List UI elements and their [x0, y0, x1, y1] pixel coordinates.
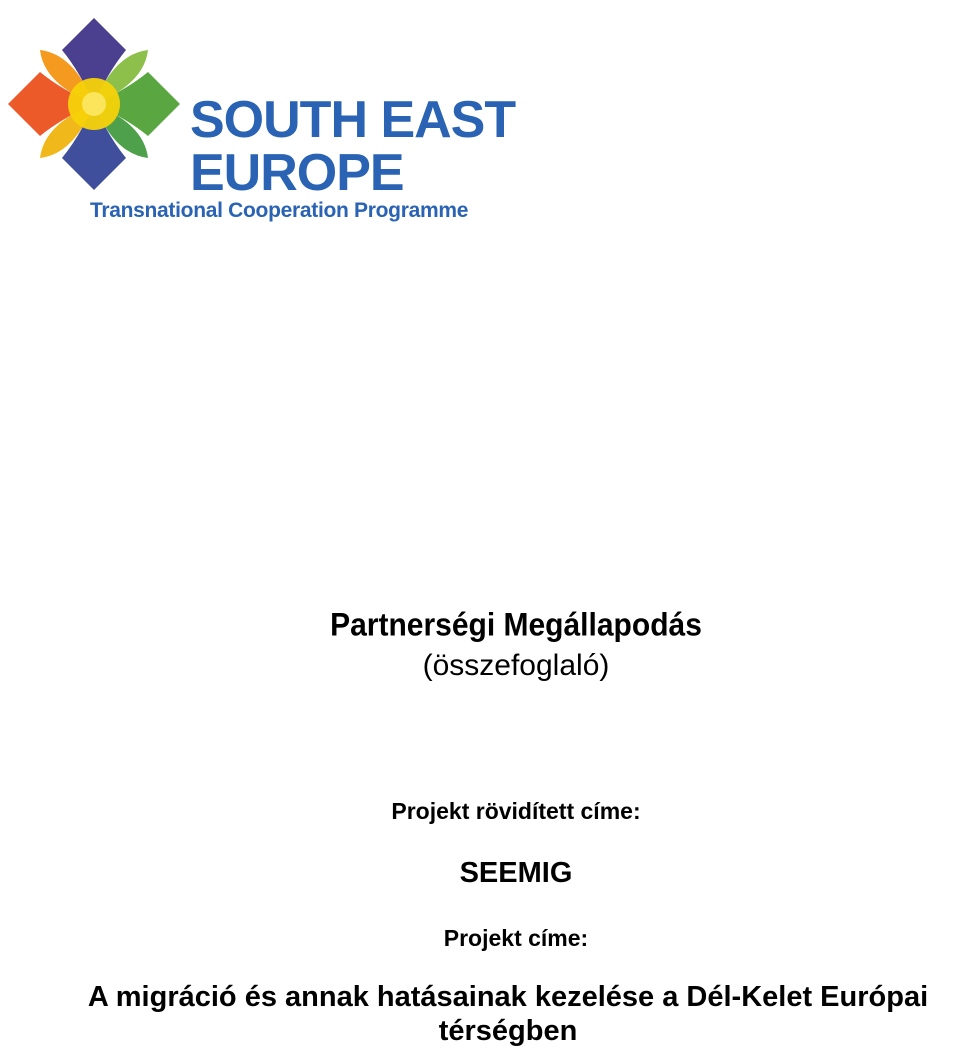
document-title-line1: Partnerségi Megállapodás	[330, 607, 702, 644]
project-title-line1: A migráció és annak hatásainak kezelése a Dél-Kelet Európai	[87, 981, 929, 1013]
project-title-line2: térségben	[438, 1015, 578, 1047]
project-acronym: SEEMIG	[459, 857, 573, 889]
logo-text-programme: Transnational Cooperation Programme	[90, 199, 469, 222]
short-title-label: Projekt rövidített címe:	[391, 798, 641, 824]
document-title	[0, 606, 960, 686]
programme-logo	[0, 0, 540, 240]
logo-text-south-east: SOUTH EAST	[190, 91, 516, 149]
project-title-label: Projekt címe:	[443, 925, 589, 951]
document-title-line2: (összefoglaló)	[422, 649, 610, 682]
logo-text-europe: EUROPE	[190, 144, 404, 202]
programme-logo-mark-icon	[4, 14, 184, 194]
project-title	[0, 980, 960, 1048]
